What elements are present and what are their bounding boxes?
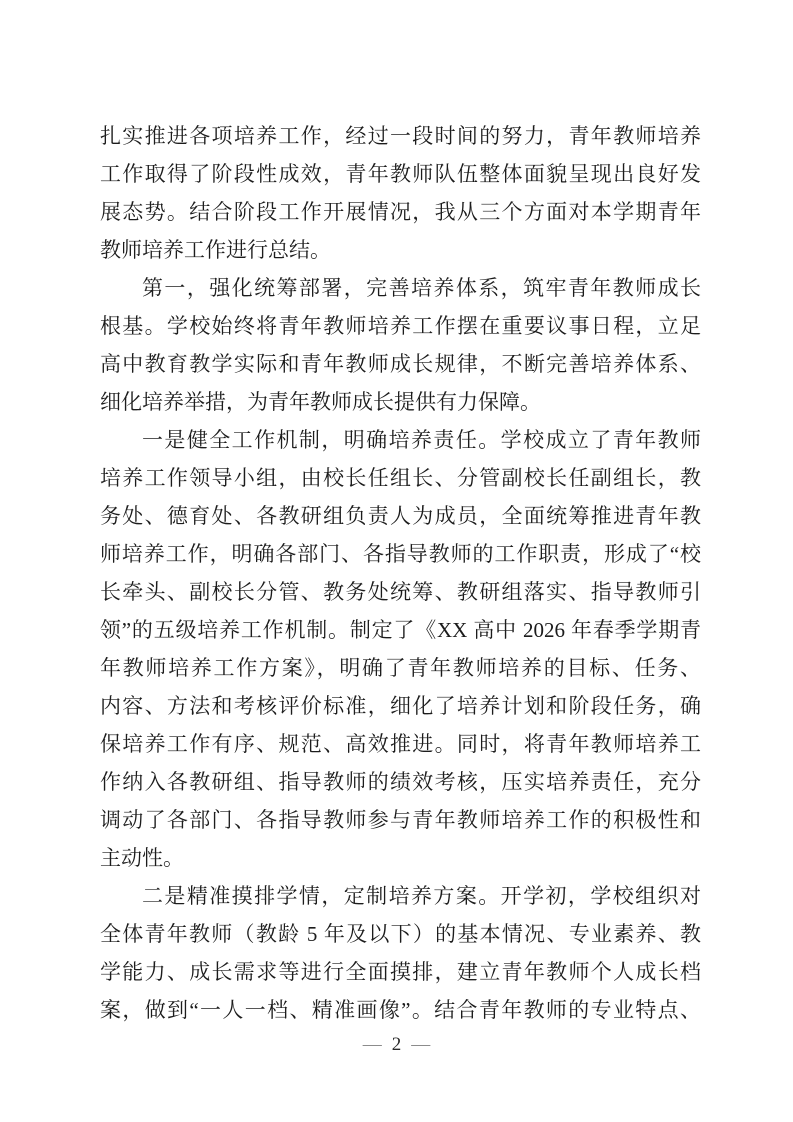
text-line: 二是精准摸排学情，定制培养方案。开学初，学校组织对 [142, 884, 701, 908]
page-footer [0, 1033, 793, 1057]
text-line: 工作取得了阶段性成效，青年教师队伍整体面貌呈现出良好发 [100, 162, 701, 186]
text-line: 内容、方法和考核评价标准，细化了培养计划和阶段任务，确 [100, 694, 701, 718]
text-line: 务处、德育处、各教研组负责人为成员，全面统筹推进青年教 [100, 504, 701, 528]
text-line: 调动了各部门、各指导教师参与青年教师培养工作的积极性和 [100, 808, 701, 832]
paragraph [100, 421, 701, 877]
text-line: 培养工作领导小组，由校长任组长、分管副校长任副组长，教 [100, 466, 701, 490]
text-line: 高中教育教学实际和青年教师成长规律，不断完善培养体系、 [100, 352, 701, 376]
text-line: 全体青年教师（教龄 5 年及以下）的基本情况、专业素养、教 [100, 922, 701, 946]
text-line: 长牵头、副校长分管、教务处统筹、教研组落实、指导教师引 [100, 580, 701, 604]
paragraph [100, 269, 701, 421]
text-line: 年教师培养工作方案》，明确了青年教师培养的目标、任务、 [100, 656, 701, 680]
text-line: 展态势。结合阶段工作开展情况，我从三个方面对本学期青年 [100, 200, 701, 224]
text-line: 案，做到“一人一档、精准画像”。结合青年教师的专业特点、 [100, 998, 701, 1022]
text-line: 第一，强化统筹部署，完善培养体系，筑牢青年教师成长 [142, 276, 701, 300]
text-line: 领”的五级培养工作机制。制定了《XX 高中 2026 年春季学期青 [100, 618, 701, 642]
document-body [100, 117, 701, 1029]
page-number: 2 [391, 1034, 402, 1055]
text-line: 作纳入各教研组、指导教师的绩效考核，压实培养责任，充分 [100, 770, 701, 794]
text-line: 教师培养工作进行总结。 [100, 238, 331, 262]
text-line: 师培养工作，明确各部门、各指导教师的工作职责，形成了“校 [100, 542, 701, 566]
paragraph [100, 117, 701, 269]
footer-left-dash: — [362, 1034, 382, 1055]
text-line: 细化培养举措，为青年教师成长提供有力保障。 [100, 390, 541, 414]
paragraph [100, 877, 701, 1029]
text-line: 根基。学校始终将青年教师培养工作摆在重要议事日程，立足 [100, 314, 701, 338]
text-line: 学能力、成长需求等进行全面摸排，建立青年教师个人成长档 [100, 960, 701, 984]
text-line: 保培养工作有序、规范、高效推进。同时，将青年教师培养工 [100, 732, 701, 756]
text-line: 主动性。 [100, 846, 184, 870]
text-line: 一是健全工作机制，明确培养责任。学校成立了青年教师 [142, 428, 701, 452]
footer-right-dash: — [411, 1034, 431, 1055]
text-line: 扎实推进各项培养工作，经过一段时间的努力，青年教师培养 [100, 124, 701, 148]
